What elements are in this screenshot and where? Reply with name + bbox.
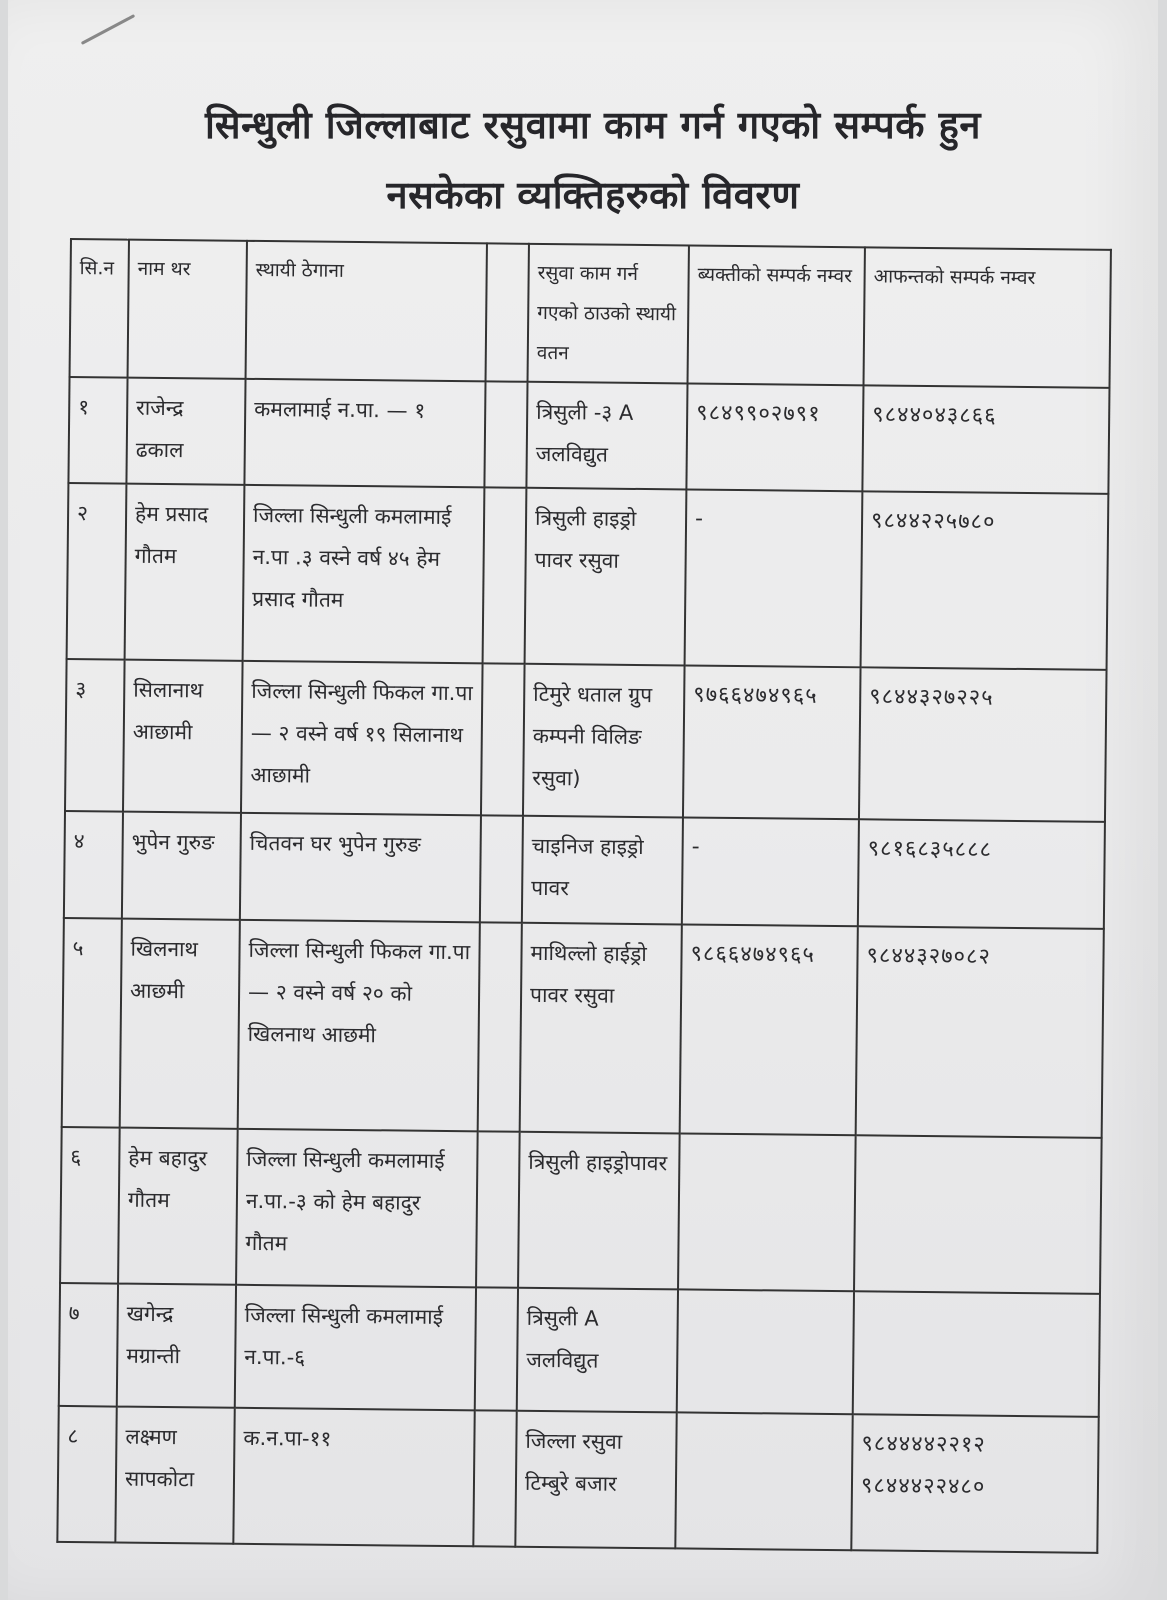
cell-family-contact: ९८४४२२५७८० (861, 492, 1109, 670)
table-row (59, 1283, 1100, 1417)
cell-family-contact: ९८४४३२७०८२ (856, 926, 1104, 1137)
header-address: स्थायी ठेगाना (246, 241, 487, 382)
cell-person-contact (678, 1133, 856, 1291)
table-row (62, 918, 1104, 1138)
cell-name: भुपेन गुरुङ (122, 812, 241, 920)
cell-spacer (483, 488, 527, 664)
cell-family-contact: ९८४४०४३८६६ (862, 385, 1109, 494)
cell-sn: ३ (65, 659, 125, 812)
cell-workplace: त्रिसुली हाइड्रो पावर रसुवा (525, 488, 687, 665)
cell-family-contact: ९८१६८३५८८८ (858, 820, 1105, 929)
cell-person-contact: ९८४९९०२७९१ (686, 383, 863, 491)
family-contact-primary: ९८४४४४२२१२ (861, 1431, 986, 1458)
cell-person-contact: ९८६६४७४९६५ (680, 924, 858, 1135)
cell-address: जिल्ला सिन्धुली फिकल गा.पा — २ वस्ने वर्ष १९ सिलानाथ आछामी (241, 661, 483, 816)
cell-spacer (484, 381, 527, 488)
cell-workplace: टिमुरे धताल ग्रुप कम्पनी विलिङ रसुवा) (523, 664, 685, 818)
header-spacer (486, 243, 529, 381)
cell-name: हेम बहादुर गौतम (118, 1127, 238, 1285)
cell-sn: १ (68, 377, 127, 484)
cell-person-contact (675, 1413, 852, 1551)
cell-name: लक्ष्मण सापकोटा (115, 1407, 234, 1544)
table-header-row (70, 239, 1111, 388)
cell-address: क.न.पा-११ (233, 1408, 474, 1546)
cell-family-contact (851, 1415, 1098, 1553)
header-person-contact: ब्यक्तीको सम्पर्क नम्वर (688, 245, 865, 385)
cell-spacer (476, 1131, 520, 1288)
family-contact-secondary: ९८४४४२२४८० (860, 1473, 986, 1500)
cell-address: जिल्ला सिन्धुली कमलामाई न.पा.-३ को हेम बहादुर गौतम (236, 1128, 478, 1287)
cell-name: हेम प्रसाद गौतम (125, 484, 245, 661)
cell-address: कमलामाई न.पा. — १ (244, 379, 485, 488)
cell-address: जिल्ला सिन्धुली कमलामाई न.पा .३ वस्ने वर्ष ४५ हेम प्रसाद गौतम (243, 485, 485, 663)
cell-person-contact: - (685, 490, 863, 667)
cell-name: खगेन्द्र मग्रान्ती (117, 1284, 236, 1408)
cell-sn: ४ (64, 811, 123, 918)
header-workplace: रसुवा काम गर्न गएको ठाउको स्थायी वतन (528, 244, 689, 384)
cell-address: जिल्ला सिन्धुली कमलामाई न.पा.-६ (235, 1285, 476, 1411)
table-row (60, 1126, 1102, 1293)
missing-persons-table (56, 238, 1112, 1554)
cell-address: जिल्ला सिन्धुली फिकल गा.पा — २ वस्ने वर्ष २० को खिलनाथ आछमी (238, 920, 480, 1131)
cell-name: राजेन्द्र ढकाल (126, 378, 245, 486)
pen-stroke-mark (81, 14, 135, 45)
cell-spacer (475, 1287, 518, 1411)
table-row (67, 483, 1109, 669)
cell-spacer (473, 1411, 516, 1547)
cell-person-contact: ९७६६४७४९६५ (683, 665, 861, 819)
paper-sheet (8, 0, 1158, 1600)
cell-family-contact: ९८४४३२७२२५ (859, 667, 1107, 822)
cell-person-contact: - (682, 818, 859, 926)
cell-sn: ७ (59, 1283, 118, 1407)
header-name: नाम थर (128, 240, 247, 379)
document-title-line-2: नसकेका व्यक्तिहरुको विवरण (386, 173, 800, 217)
cell-person-contact (677, 1290, 854, 1415)
cell-workplace: जिल्ला रसुवा टिम्बुरे बजार (515, 1411, 676, 1548)
cell-workplace: त्रिसुली -३ A जलविद्युत (526, 382, 687, 490)
table-row (65, 659, 1107, 822)
cell-name: खिलनाथ आछमी (120, 918, 240, 1128)
cell-family-contact (853, 1291, 1100, 1417)
header-sn: सि.न (70, 239, 129, 378)
cell-sn: २ (67, 483, 127, 659)
cell-spacer (481, 663, 525, 816)
table-row (64, 811, 1105, 928)
cell-name: सिलानाथ आछामी (123, 659, 243, 813)
cell-sn: ८ (57, 1406, 116, 1542)
cell-workplace: त्रिसुली A जलविद्युत (517, 1288, 678, 1413)
table-row (57, 1406, 1098, 1553)
cell-spacer (478, 922, 522, 1131)
cell-address: चितवन घर भुपेन गुरुङ (240, 813, 481, 922)
cell-workplace: माथिल्लो हाईड्रो पावर रसुवा (520, 922, 682, 1132)
cell-workplace: चाइनिज हाइड्रो पावर (522, 816, 683, 924)
table-row (68, 377, 1109, 494)
document-title-line-1: सिन्धुली जिल्लाबाट रसुवामा काम गर्न गएको सम्पर्क हुन (205, 103, 981, 147)
cell-sn: ५ (62, 918, 122, 1127)
cell-family-contact (854, 1135, 1102, 1294)
header-family-contact: आफन्तको सम्पर्क नम्वर (864, 247, 1111, 388)
cell-spacer (480, 816, 523, 923)
cell-workplace: त्रिसुली हाइड्रोपावर (518, 1131, 680, 1289)
cell-sn: ६ (60, 1126, 120, 1283)
